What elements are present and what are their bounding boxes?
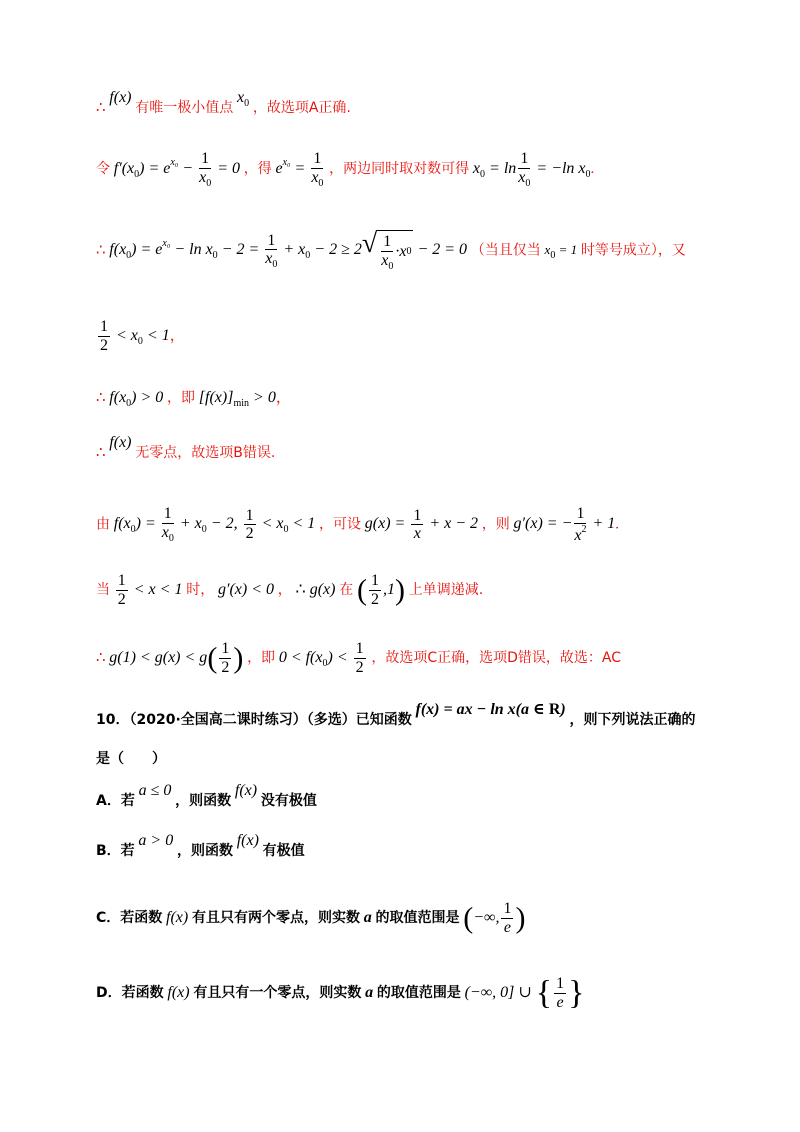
math-fx-def: f(x) = ax − ln x(a ∈ R) <box>415 701 566 718</box>
text-you: 由 <box>96 516 110 533</box>
math-fx: f(x) <box>167 983 190 1001</box>
math-fmin-positive: $[f(x)]_{min} > 0$ <box>198 389 276 409</box>
math-f-x0-positive: $f(x_0) > 0$ <box>109 389 164 409</box>
solution-line-6 <box>96 434 276 461</box>
option-c-label: C．若函数 <box>96 909 163 926</box>
question-number-source: 10．（2020·全国高二课时练习）（多选）已知函数 <box>96 712 412 728</box>
math-x0-eq-1: $x_0 = 1$ <box>544 242 578 262</box>
option-c-end: 的取值范围是 <box>375 909 460 926</box>
math-g-def: g(x) = $\frac{1}{x}$ + x − 2 <box>364 506 479 543</box>
math-a-gt-0: a > 0 <box>138 832 174 849</box>
math-g-prime: g′(x) = − $\frac{1}{x^2}$ + 1 <box>513 505 616 544</box>
math-therefore-gx: ∴ g(x) <box>295 580 336 598</box>
therefore-symbol: ∴ <box>96 242 106 259</box>
question-10-stem <box>96 701 696 728</box>
solution-line-3 <box>96 230 686 272</box>
text-take-log: ，两边同时取对数可得 <box>329 160 470 177</box>
math-x0: $x_0$ <box>237 89 250 109</box>
period: . <box>590 160 595 177</box>
therefore-symbol: ∴ <box>96 649 106 666</box>
solution-line-5 <box>96 390 291 409</box>
math-interval: ( $\frac{1}{2}$ ,1) <box>356 572 405 608</box>
option-b-mid: ，则函数 <box>176 843 233 859</box>
option-a-label: A．若 <box>96 793 135 809</box>
comma: ， <box>275 390 291 406</box>
text-dang: 当 <box>96 581 110 598</box>
text-zai: 在 <box>339 581 354 598</box>
solution-line-4 <box>96 318 185 354</box>
option-d <box>96 975 584 1011</box>
math-fprime-eq: $f'(x_0) = e^{x_0}$ − $\frac{1}{x_0}$ = 0 <box>113 150 240 189</box>
math-g-bounds: g(1) < g(x) < g( $\frac{1}{2}$ ) <box>109 640 244 676</box>
text-shi: 时， <box>186 581 215 598</box>
math-a: a <box>363 908 372 926</box>
math-fx: f(x) <box>236 832 259 849</box>
math-x0-range: $\frac{1}{2}$ < $x_0 < 1$ <box>100 318 170 354</box>
text-answer-ac: ，故选项C正确，选项D错误，故选：AC <box>371 649 622 666</box>
therefore-symbol: ∴ <box>96 100 106 116</box>
question-stem-end: ，则下列说法正确的 <box>569 712 696 728</box>
option-b <box>96 832 305 859</box>
text-option-a-correct: ，故选项A正确. <box>252 100 351 116</box>
text-no-zero: 无零点，故选项B错误. <box>135 445 276 461</box>
option-a-end: 没有极值 <box>260 793 317 809</box>
math-f-x0-expr: $f(x_0)$ = $\frac{1}{x_0}$ + $x_0 - 2$, $\frac{1}{2}$ < $x_0 < 1$ <box>113 505 316 544</box>
text-equality-holds: 时等号成立），又 <box>580 242 686 259</box>
comma: ， <box>169 327 185 344</box>
text-comma: ， <box>277 581 292 598</box>
text-ji: ，即 <box>247 649 276 666</box>
math-interval-c: (−∞, $\frac{1}{e}$ ) <box>463 900 526 936</box>
text-decreasing: 上单调递减. <box>408 581 484 598</box>
option-a <box>96 782 317 809</box>
math-gprime-neg: g′(x) < 0 <box>217 580 275 598</box>
math-fx: f(x) <box>109 89 132 106</box>
period: . <box>615 516 620 533</box>
math-fx: f(x) <box>234 782 258 799</box>
text-unique-min: 有唯一极小值点 <box>135 100 234 116</box>
math-f-x0-bounds: $0 < f(x_0)$ < $\frac{1}{2}$ <box>278 640 364 676</box>
text-ji: ，即 <box>167 390 196 406</box>
therefore-symbol: ∴ <box>96 390 106 406</box>
text-equality-condition: （当且仅当 <box>470 242 541 259</box>
therefore-symbol: ∴ <box>96 445 106 461</box>
solution-line-2 <box>96 150 594 189</box>
option-d-end: 的取值范围是 <box>376 984 461 1001</box>
math-fx: f(x) <box>166 908 189 926</box>
question-stem-line2: 是（ ） <box>96 751 166 767</box>
math-ex0-eq: $e^{x_0}$ = $\frac{1}{x_0}$ <box>275 150 324 189</box>
option-c-mid: 有且只有两个零点，则实数 <box>191 909 360 926</box>
option-a-mid: ，则函数 <box>175 793 232 809</box>
question-10-stem-line2 <box>96 752 166 767</box>
solution-line-8 <box>96 572 483 608</box>
solution-line-7 <box>96 505 619 544</box>
math-x-range: $\frac{1}{2}$ < x < 1 <box>117 572 183 608</box>
option-b-end: 有极值 <box>262 843 305 859</box>
option-d-label: D．若函数 <box>96 984 164 1001</box>
text-kesh: ，可设 <box>319 516 362 533</box>
option-d-mid: 有且只有一个零点，则实数 <box>193 984 362 1001</box>
math-interval-d: (−∞, 0] ∪ { $\frac{1}{e}$ } <box>464 974 585 1012</box>
solution-line-1 <box>96 89 351 119</box>
math-a: a <box>365 983 374 1001</box>
math-a-le-0: a ≤ 0 <box>138 782 172 799</box>
option-b-label: B．若 <box>96 843 135 859</box>
option-c <box>96 900 525 936</box>
math-fx: f(x) <box>109 434 132 451</box>
text-de: ，得 <box>243 160 272 177</box>
solution-line-9 <box>96 640 621 676</box>
math-x0-ln: $x_0 = \ln$ $\frac{1}{x_0}$ = −ln $x_0$ <box>472 150 591 189</box>
text-ling: 令 <box>96 160 110 177</box>
text-ze: ，则 <box>481 516 510 533</box>
math-f-x0-inequality: $f(x_0) = e^{x_0} - \ln x_0 - 2$ = $\frac{1}{x_0}$ + $x_0 - 2 \ge 2$ √ $\frac{1}{x_0}$ ·x 0 − 2 = 0 <box>109 228 468 272</box>
